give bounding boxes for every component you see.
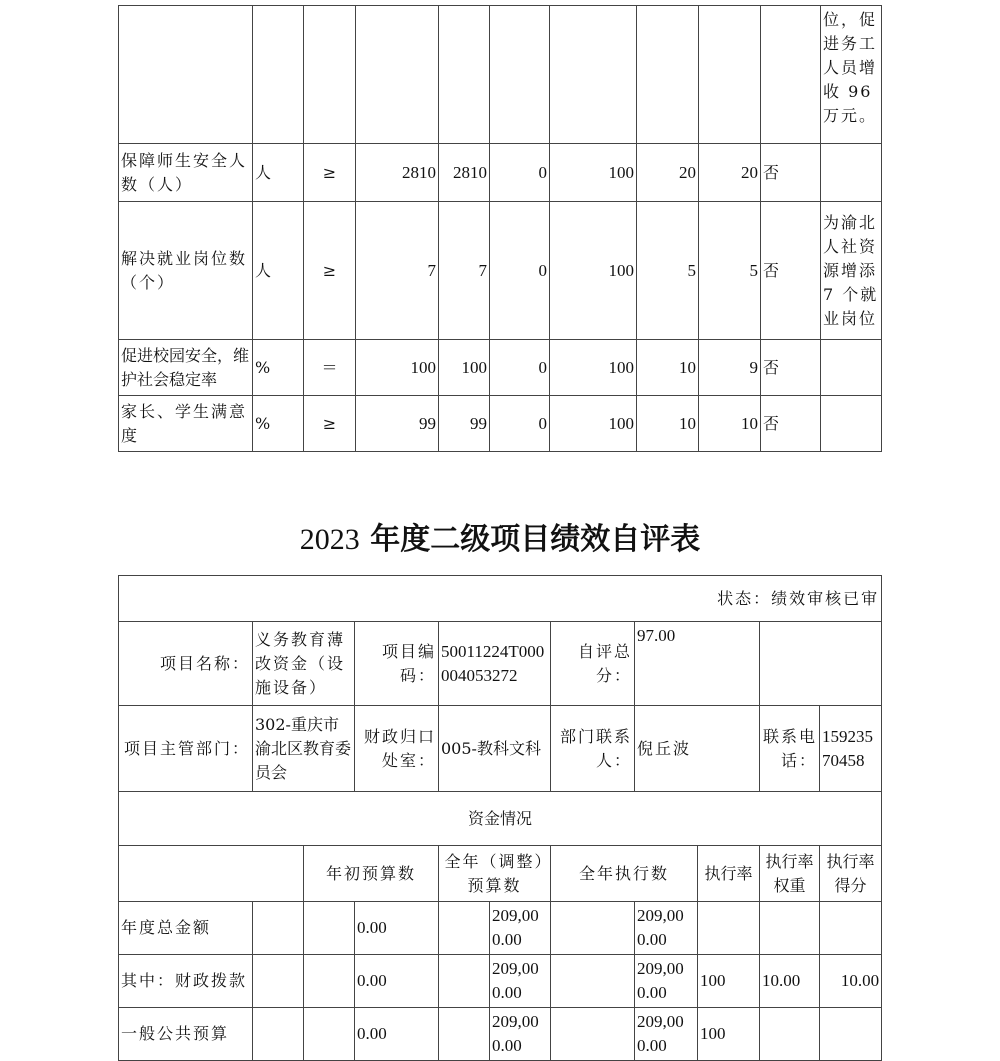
funds-section-header: 资金情况 — [119, 792, 882, 846]
table-row — [119, 1008, 882, 1061]
table-row — [119, 576, 882, 622]
table-cell — [119, 846, 304, 902]
analysis-note-cell — [821, 144, 882, 202]
indicator-name-cell: 解决就业岗位数（个） — [119, 202, 253, 340]
score-cell: 20 — [699, 144, 761, 202]
unit-cell: 人 — [253, 202, 304, 340]
deviation-cell: 0 — [490, 144, 550, 202]
table-cell — [439, 902, 490, 955]
column-header: 全年执行数 — [551, 846, 698, 902]
table-cell — [304, 955, 355, 1008]
actual-value-cell: 99 — [439, 396, 490, 452]
status-text: 状态：绩效审核已审 — [119, 576, 882, 622]
table-row — [119, 706, 882, 792]
analysis-note-cell: 为渝北人社资源增添 7 个就业岗位 — [821, 202, 882, 340]
initial-budget-cell: 0.00 — [355, 955, 439, 1008]
completion-rate-cell: 100 — [550, 396, 637, 452]
table-row — [119, 340, 882, 396]
initial-budget-cell: 0.00 — [355, 902, 439, 955]
score-cell: 5 — [699, 202, 761, 340]
table-cell — [637, 6, 699, 144]
table-row — [119, 622, 882, 706]
table-cell — [253, 1008, 304, 1061]
project-name-label: 项目名称： — [119, 622, 253, 706]
dept-value: 302-重庆市渝北区教育委员会 — [253, 706, 355, 792]
contact-value: 倪丘波 — [635, 706, 760, 792]
table-cell — [304, 6, 356, 144]
indicator-name-cell: 保障师生安全人数（人） — [119, 144, 253, 202]
operator-cell: ≥ — [304, 144, 356, 202]
flag-cell: 否 — [761, 340, 821, 396]
phone-value: 15923570458 — [820, 706, 882, 792]
indicator-name-cell: 促进校园安全，维护社会稳定率 — [119, 340, 253, 396]
table-cell — [253, 6, 304, 144]
phone-label: 联系电话： — [760, 706, 820, 792]
rate-score-cell — [820, 1008, 882, 1061]
column-header: 执行率权重 — [760, 846, 820, 902]
flag-cell: 否 — [761, 202, 821, 340]
deviation-cell: 0 — [490, 396, 550, 452]
table-cell — [253, 955, 304, 1008]
performance-indicator-table — [118, 5, 882, 452]
operator-cell: ≥ — [304, 396, 356, 452]
rate-weight-cell — [760, 1008, 820, 1061]
target-value-cell: 7 — [356, 202, 439, 340]
deviation-cell: 0 — [490, 340, 550, 396]
rate-score-cell: 10.00 — [820, 955, 882, 1008]
score-label: 自评总分： — [551, 622, 635, 706]
unit-cell: % — [253, 396, 304, 452]
table-cell — [253, 902, 304, 955]
flag-cell: 否 — [761, 396, 821, 452]
table-cell — [551, 955, 635, 1008]
unit-cell: % — [253, 340, 304, 396]
project-code-value: 50011224T000004053272 — [439, 622, 551, 706]
completion-rate-cell: 100 — [550, 202, 637, 340]
analysis-note-cell: 位，促进务工人员增收 96 万元。 — [821, 6, 882, 144]
analysis-note-cell — [821, 396, 882, 452]
table-cell — [760, 622, 882, 706]
table-cell — [439, 6, 490, 144]
weight-cell: 10 — [637, 396, 699, 452]
target-value-cell: 2810 — [356, 144, 439, 202]
finance-office-value: 005-教科文科 — [439, 706, 551, 792]
column-header: 执行率 — [698, 846, 760, 902]
table-cell — [304, 1008, 355, 1061]
project-name-value: 义务教育薄改资金（设施设备） — [253, 622, 355, 706]
execution-rate-cell — [698, 902, 760, 955]
weight-cell: 10 — [637, 340, 699, 396]
table-cell — [761, 6, 821, 144]
target-value-cell: 100 — [356, 340, 439, 396]
table-cell — [551, 1008, 635, 1061]
finance-office-label: 财政归口处室： — [355, 706, 439, 792]
fund-row-label: 其中：财政拨款 — [119, 955, 253, 1008]
table-cell — [304, 902, 355, 955]
adjusted-budget-cell: 209,000.00 — [490, 902, 551, 955]
column-header: 执行率得分 — [820, 846, 882, 902]
project-code-label: 项目编码： — [355, 622, 439, 706]
weight-cell: 20 — [637, 144, 699, 202]
table-cell — [490, 6, 550, 144]
table-row — [119, 792, 882, 846]
contact-label: 部门联系人： — [551, 706, 635, 792]
executed-amount-cell: 209,000.00 — [635, 955, 698, 1008]
table-row — [119, 955, 882, 1008]
total-score-value: 97.00 — [635, 622, 760, 706]
page-title — [0, 518, 1000, 562]
adjusted-budget-cell: 209,000.00 — [490, 955, 551, 1008]
title-year: 2023 — [299, 523, 360, 556]
analysis-note-cell — [821, 340, 882, 396]
table-cell — [439, 955, 490, 1008]
table-cell — [551, 902, 635, 955]
table-row — [119, 144, 882, 202]
table-cell — [119, 6, 253, 144]
execution-rate-cell: 100 — [698, 955, 760, 1008]
operator-cell: ≥ — [304, 202, 356, 340]
table-row — [119, 202, 882, 340]
table-cell — [439, 1008, 490, 1061]
actual-value-cell: 100 — [439, 340, 490, 396]
table-row — [119, 6, 882, 144]
title-text: 年度二级项目绩效自评表 — [359, 522, 701, 557]
fund-row-label: 一般公共预算 — [119, 1008, 253, 1061]
operator-cell: ＝ — [304, 340, 356, 396]
table-cell — [699, 6, 761, 144]
unit-cell: 人 — [253, 144, 304, 202]
flag-cell: 否 — [761, 144, 821, 202]
dept-label: 项目主管部门： — [119, 706, 253, 792]
deviation-cell: 0 — [490, 202, 550, 340]
executed-amount-cell: 209,000.00 — [635, 902, 698, 955]
indicator-name-cell: 家长、学生满意度 — [119, 396, 253, 452]
column-header: 全年（调整）预算数 — [439, 846, 551, 902]
executed-amount-cell: 209,000.00 — [635, 1008, 698, 1061]
rate-weight-cell: 10.00 — [760, 955, 820, 1008]
table-header-row — [119, 846, 882, 902]
rate-weight-cell — [760, 902, 820, 955]
target-value-cell: 99 — [356, 396, 439, 452]
fund-row-label: 年度总金额 — [119, 902, 253, 955]
adjusted-budget-cell: 209,000.00 — [490, 1008, 551, 1061]
table-cell — [356, 6, 439, 144]
weight-cell: 5 — [637, 202, 699, 340]
column-header: 年初预算数 — [304, 846, 439, 902]
rate-score-cell — [820, 902, 882, 955]
completion-rate-cell: 100 — [550, 144, 637, 202]
completion-rate-cell: 100 — [550, 340, 637, 396]
table-row — [119, 396, 882, 452]
table-cell — [550, 6, 637, 144]
score-cell: 10 — [699, 396, 761, 452]
initial-budget-cell: 0.00 — [355, 1008, 439, 1061]
actual-value-cell: 2810 — [439, 144, 490, 202]
actual-value-cell: 7 — [439, 202, 490, 340]
execution-rate-cell: 100 — [698, 1008, 760, 1061]
score-cell: 9 — [699, 340, 761, 396]
table-row — [119, 902, 882, 955]
self-evaluation-table — [118, 575, 882, 1061]
